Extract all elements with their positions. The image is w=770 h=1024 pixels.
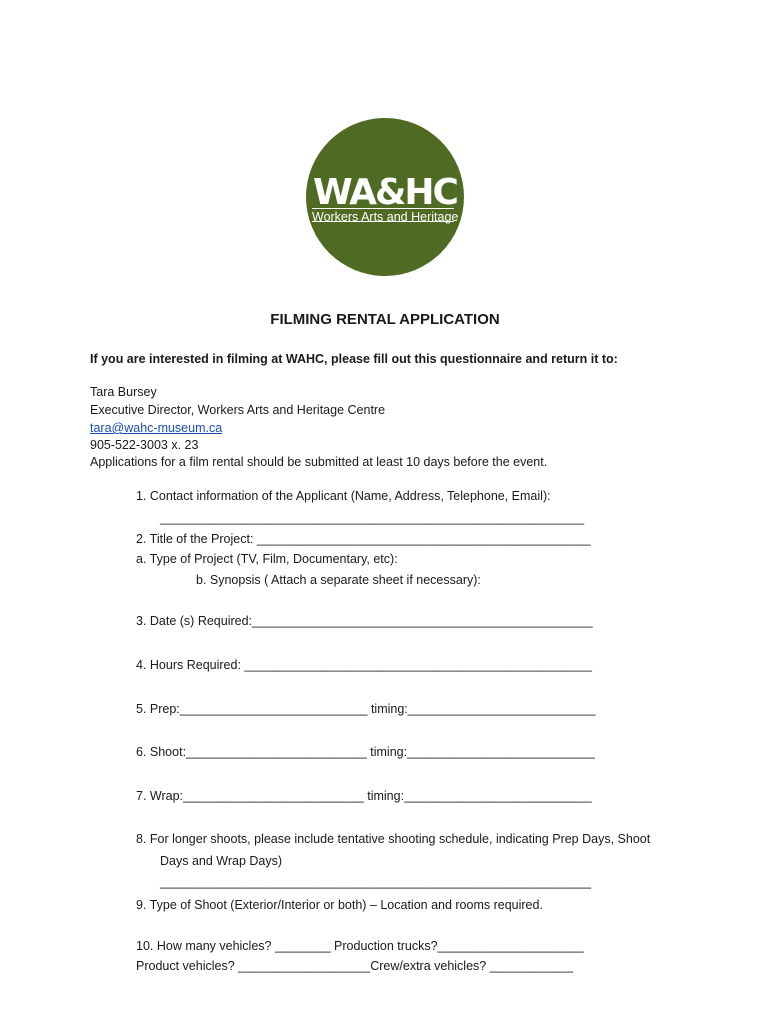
logo-subtitle: Workers Arts and Heritage Centre [312, 210, 500, 224]
question-1: 1. Contact information of the Applicant (Name, Address, Telephone, Email): [136, 489, 551, 503]
question-3: 3. Date (s) Required:_________________________________________________ [136, 614, 593, 628]
question-4: 4. Hours Required: __________________________________________________ [136, 658, 592, 672]
intro-text: If you are interested in filming at WAHC, please fill out this questionnaire and return it to: [90, 352, 618, 366]
question-9: 9. Type of Shoot (Exterior/Interior or both) – Location and rooms required. [136, 898, 543, 912]
wahc-logo [306, 118, 500, 276]
logo-mark: WA&HC [313, 172, 457, 213]
question-6: 6. Shoot:__________________________ timing:___________________________ [136, 745, 595, 759]
question-2: 2. Title of the Project: ________________________________________________ [136, 532, 591, 546]
question-10: 10. How many vehicles? ________ Production trucks?_____________________ [136, 939, 584, 953]
question-7: 7. Wrap:__________________________ timing:___________________________ [136, 789, 592, 803]
question-8: 8. For longer shoots, please include tentative shooting schedule, indicating Prep Days, Shoot [136, 832, 651, 846]
question-2a: a. Type of Project (TV, Film, Documentary, etc): [136, 552, 398, 566]
contact-phone: 905-522-3003 x. 23 [90, 438, 199, 452]
contact-name: Tara Bursey [90, 385, 157, 399]
submission-notice: Applications for a film rental should be submitted at least 10 days before the event. [90, 455, 548, 469]
question-10-continued: Product vehicles? ___________________Crew/extra vehicles? ____________ [136, 959, 574, 973]
question-8-continued: Days and Wrap Days) [160, 854, 283, 868]
contact-email-link[interactable]: tara@wahc-museum.ca [90, 421, 223, 435]
question-8-answer-line: ______________________________________________________________ [160, 875, 592, 889]
page-title: FILMING RENTAL APPLICATION [270, 311, 500, 328]
question-5: 5. Prep:___________________________ timing:___________________________ [136, 702, 596, 716]
question-2b: b. Synopsis ( Attach a separate sheet if necessary): [196, 573, 481, 587]
contact-role: Executive Director, Workers Arts and Heritage Centre [90, 403, 386, 417]
question-1-answer-line: _____________________________________________________________ [160, 511, 585, 525]
